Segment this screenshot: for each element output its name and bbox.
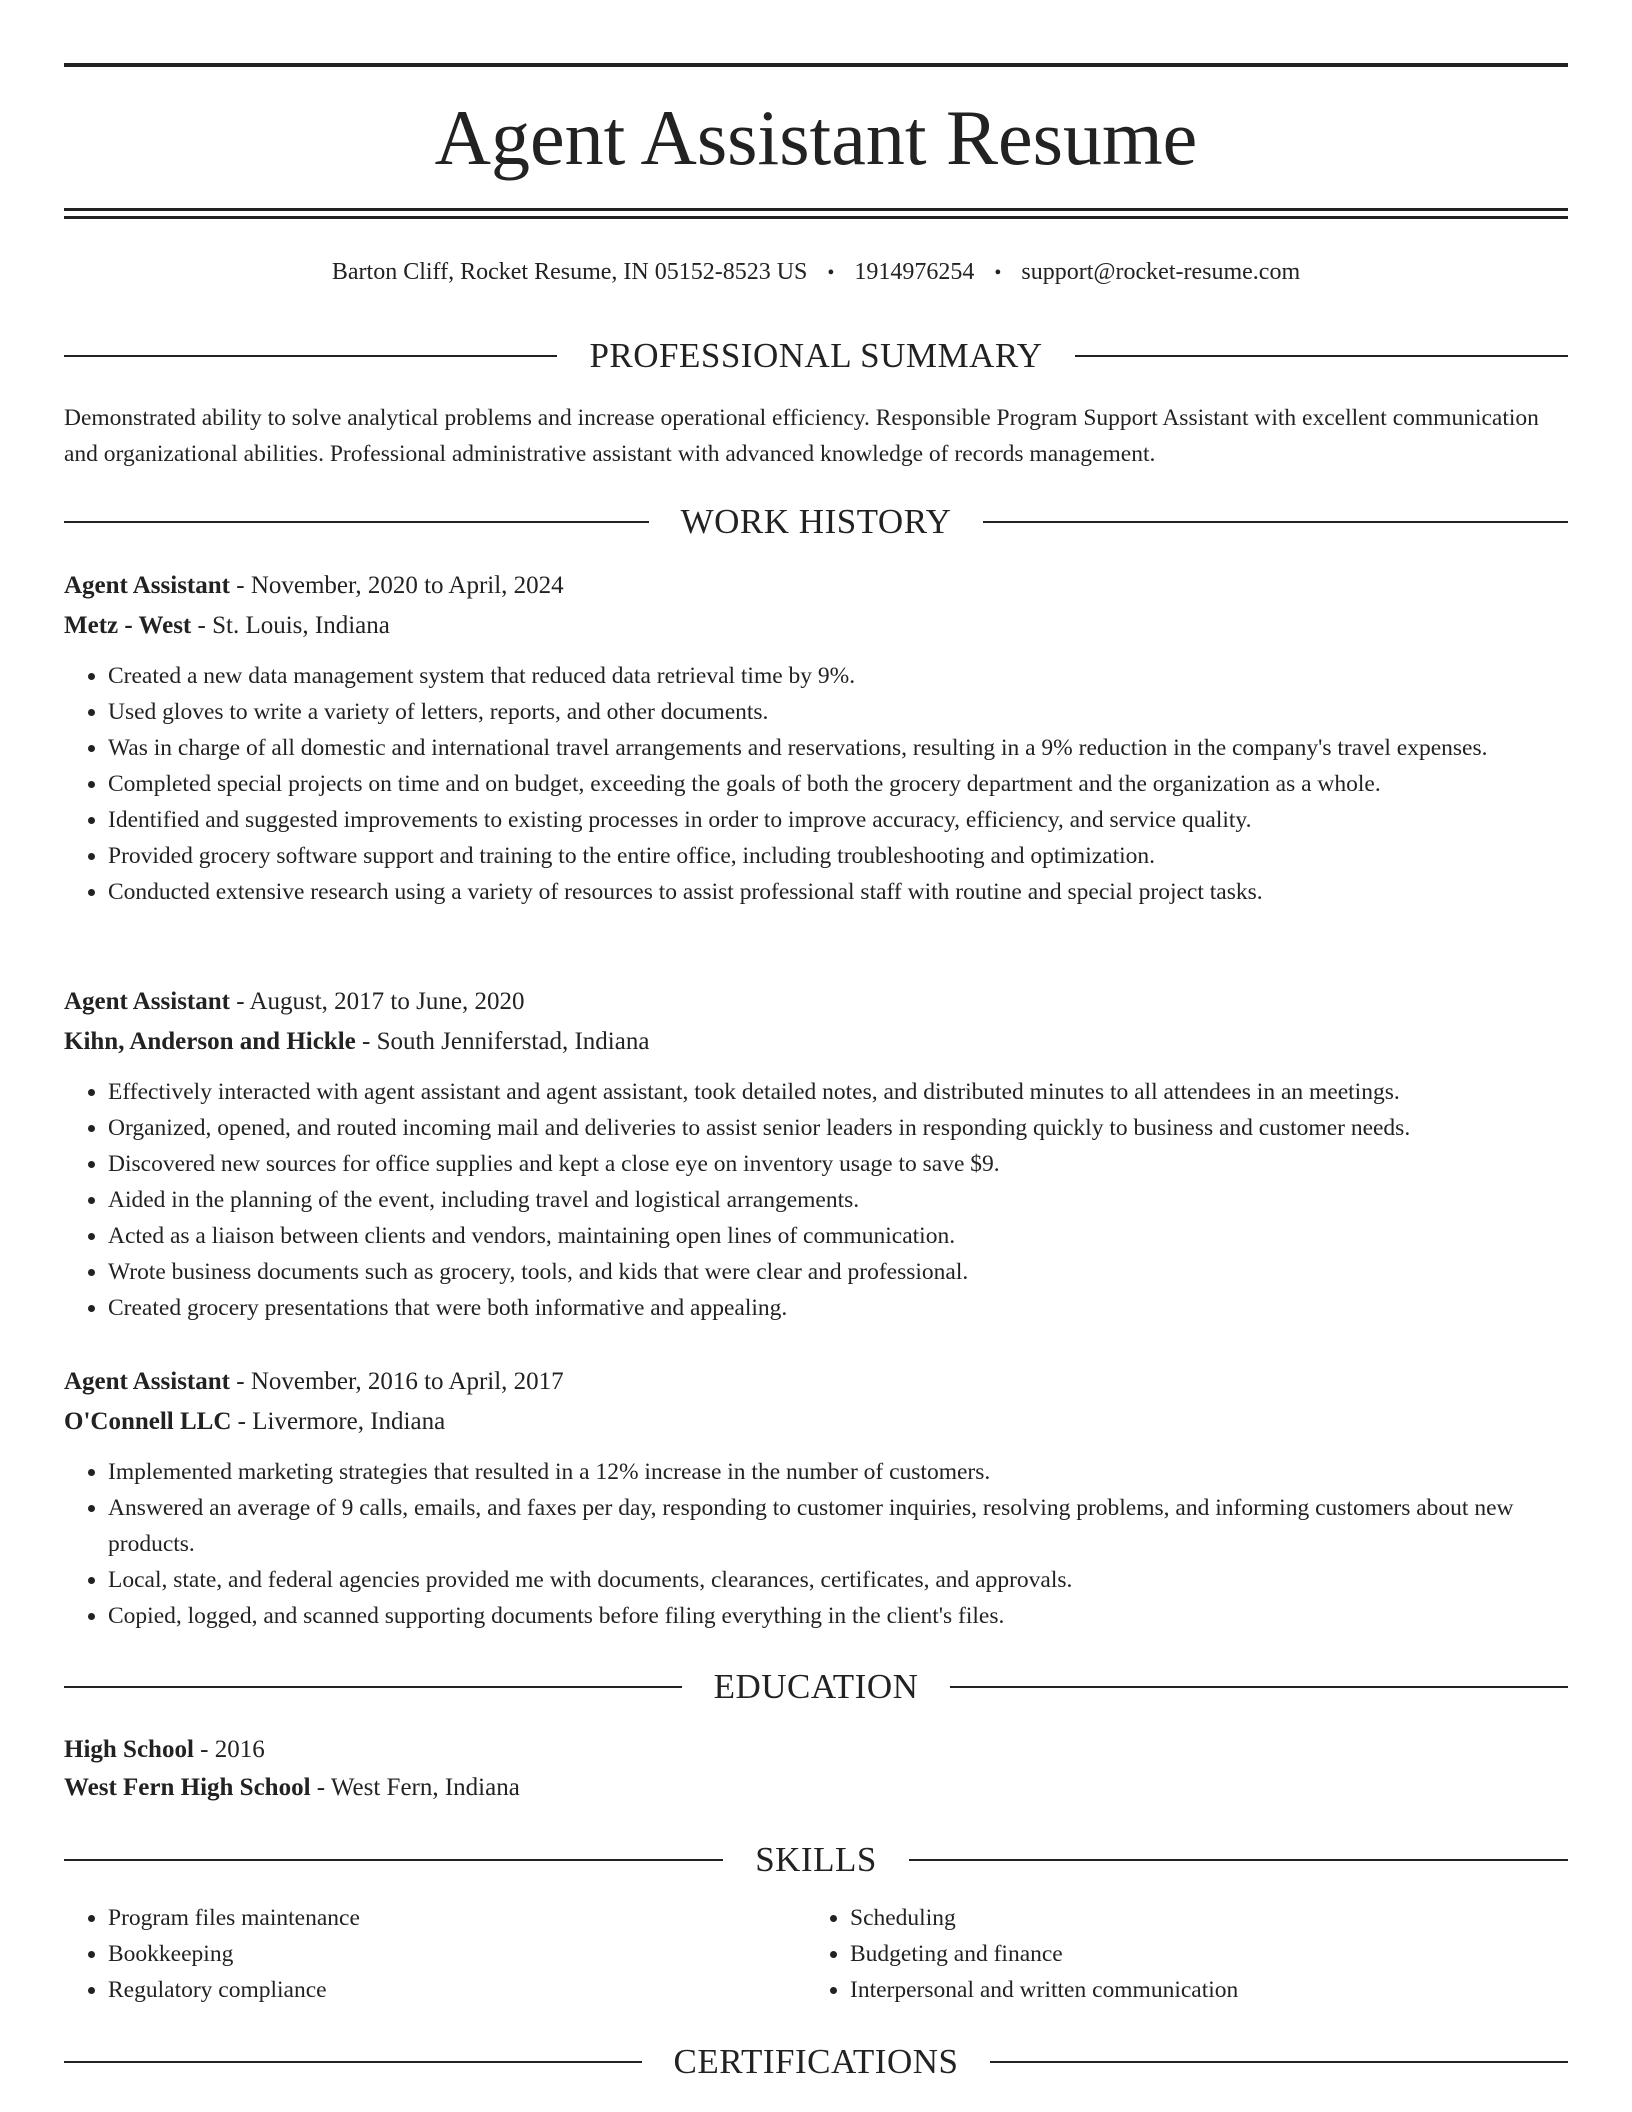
section-title: WORK HISTORY bbox=[680, 502, 952, 541]
job-bullet: • Aided in the planning of the event, including travel and logistical arrangements. bbox=[108, 1182, 1568, 1218]
education-degree: High School bbox=[64, 1736, 194, 1763]
job-title-line bbox=[64, 982, 1568, 1022]
education-degree-line bbox=[64, 1731, 1568, 1769]
section-header-certifications bbox=[64, 2040, 1568, 2084]
section-title: SKILLS bbox=[755, 1840, 877, 1879]
contact-separator: • bbox=[827, 262, 835, 284]
section-header-work-history bbox=[64, 500, 1568, 544]
job-title-line bbox=[64, 566, 1568, 606]
job-bullet: • Discovered new sources for office supplies and kept a close eye on inventory usage to save $9. bbox=[108, 1146, 1568, 1182]
skill-item: • Regulatory compliance bbox=[108, 1972, 806, 2008]
job-bullet: • Acted as a liaison between clients and vendors, maintaining open lines of communication. bbox=[108, 1218, 1568, 1254]
summary-text: Demonstrated ability to solve analytical problems and increase operational efficiency. Responsible Program Support Assistant with excellent communication and organizational abilities. Professional administrative assistant with advanced knowledge of records management. bbox=[64, 405, 1539, 467]
skill-item: • Program files maintenance bbox=[108, 1900, 806, 1936]
section-rule bbox=[909, 1859, 1568, 1861]
skill-item: • Interpersonal and written communication bbox=[850, 1972, 1548, 2008]
job-bullets bbox=[64, 1074, 1568, 1326]
title-rule-upper bbox=[64, 208, 1568, 211]
job-bullet: • Organized, opened, and routed incoming mail and deliveries to assist senior leaders in responding quickly to business and customer needs. bbox=[108, 1110, 1568, 1146]
job-bullet: • Identified and suggested improvements to existing processes in order to improve accuracy, efficiency, and service quality. bbox=[108, 802, 1568, 838]
section-rule bbox=[64, 355, 557, 357]
job-dates: - November, 2020 to April, 2024 bbox=[236, 572, 564, 599]
job-company: Kihn, Anderson and Hickle bbox=[64, 1028, 356, 1055]
section-title: PROFESSIONAL SUMMARY bbox=[589, 336, 1043, 375]
section-rule bbox=[950, 1686, 1568, 1688]
job-entry bbox=[64, 566, 1568, 910]
job-title-line bbox=[64, 1362, 1568, 1402]
job-bullet: • Implemented marketing strategies that resulted in a 12% increase in the number of customers. bbox=[108, 1454, 1568, 1490]
education-location: - West Fern, Indiana bbox=[316, 1774, 520, 1801]
job-bullet: • Local, state, and federal agencies provided me with documents, clearances, certificates, and approvals. bbox=[108, 1562, 1568, 1598]
contact-separator: • bbox=[994, 262, 1002, 284]
job-bullet: • Was in charge of all domestic and international travel arrangements and reservations, resulting in a 9% reduction in the company's travel expenses. bbox=[108, 730, 1568, 766]
education-entry bbox=[64, 1731, 1568, 1807]
job-bullet: • Copied, logged, and scanned supporting documents before filing everything in the client's files. bbox=[108, 1598, 1568, 1634]
skills-list bbox=[64, 1900, 1568, 2008]
top-rule bbox=[64, 63, 1568, 67]
job-dates: - August, 2017 to June, 2020 bbox=[236, 988, 525, 1015]
skill-item: • Bookkeeping bbox=[108, 1936, 806, 1972]
contact-phone: 1914976254 bbox=[854, 259, 975, 285]
job-bullet: • Effectively interacted with agent assistant and agent assistant, took detailed notes, and distributed minutes to all attendees in an meetings. bbox=[108, 1074, 1568, 1110]
skill-item: • Scheduling bbox=[850, 1900, 1548, 1936]
job-bullet: • Completed special projects on time and on budget, exceeding the goals of both the grocery department and the organization as a whole. bbox=[108, 766, 1568, 802]
job-bullet: • Created a new data management system that reduced data retrieval time by 9%. bbox=[108, 658, 1568, 694]
section-header-skills bbox=[64, 1838, 1568, 1882]
section-header-summary bbox=[64, 334, 1568, 378]
education-year: - 2016 bbox=[200, 1736, 265, 1763]
job-company-line bbox=[64, 606, 1568, 646]
job-bullet: • Created grocery presentations that were both informative and appealing. bbox=[108, 1290, 1568, 1326]
section-rule bbox=[64, 2061, 642, 2063]
job-bullets bbox=[64, 1454, 1568, 1634]
job-company-line bbox=[64, 1402, 1568, 1442]
job-entry bbox=[64, 982, 1568, 1326]
section-rule bbox=[64, 1859, 723, 1861]
job-bullet: • Provided grocery software support and training to the entire office, including troubleshooting and optimization. bbox=[108, 838, 1568, 874]
job-location: - Livermore, Indiana bbox=[237, 1408, 446, 1435]
job-location: - South Jenniferstad, Indiana bbox=[362, 1028, 650, 1055]
skill-item: • Budgeting and finance bbox=[850, 1936, 1548, 1972]
section-rule bbox=[990, 2061, 1568, 2063]
job-company: O'Connell LLC bbox=[64, 1408, 232, 1435]
section-header-education bbox=[64, 1665, 1568, 1709]
education-school: West Fern High School bbox=[64, 1774, 311, 1801]
skills-column-left bbox=[64, 1900, 806, 2008]
contact-line bbox=[0, 254, 1632, 291]
education-school-line bbox=[64, 1769, 1568, 1807]
contact-email: support@rocket-resume.com bbox=[1021, 259, 1301, 285]
job-location: - St. Louis, Indiana bbox=[197, 612, 390, 639]
job-bullet: • Wrote business documents such as grocery, tools, and kids that were clear and professional. bbox=[108, 1254, 1568, 1290]
resume-title: Agent Assistant Resume bbox=[434, 94, 1198, 181]
section-title: EDUCATION bbox=[713, 1667, 919, 1706]
skills-column-right bbox=[806, 1900, 1548, 2008]
section-rule bbox=[1075, 355, 1568, 357]
contact-address: Barton Cliff, Rocket Resume, IN 05152-8523 US bbox=[331, 259, 808, 285]
job-bullet: • Conducted extensive research using a variety of resources to assist professional staff with routine and special project tasks. bbox=[108, 874, 1568, 910]
job-company: Metz - West bbox=[64, 612, 192, 639]
job-bullets bbox=[64, 658, 1568, 910]
section-title: CERTIFICATIONS bbox=[673, 2042, 959, 2081]
job-entry bbox=[64, 1362, 1568, 1634]
job-company-line bbox=[64, 1022, 1568, 1062]
job-bullet: • Used gloves to write a variety of letters, reports, and other documents. bbox=[108, 694, 1568, 730]
job-dates: - November, 2016 to April, 2017 bbox=[236, 1368, 564, 1395]
title-rule-lower bbox=[64, 216, 1568, 219]
job-title: Agent Assistant bbox=[64, 1368, 230, 1395]
section-rule bbox=[64, 1686, 682, 1688]
job-title: Agent Assistant bbox=[64, 572, 230, 599]
section-rule bbox=[64, 521, 649, 523]
section-rule bbox=[983, 521, 1568, 523]
job-bullet: • Answered an average of 9 calls, emails, and faxes per day, responding to customer inquiries, resolving problems, and informing customers about new products. bbox=[108, 1490, 1568, 1562]
job-title: Agent Assistant bbox=[64, 988, 230, 1015]
